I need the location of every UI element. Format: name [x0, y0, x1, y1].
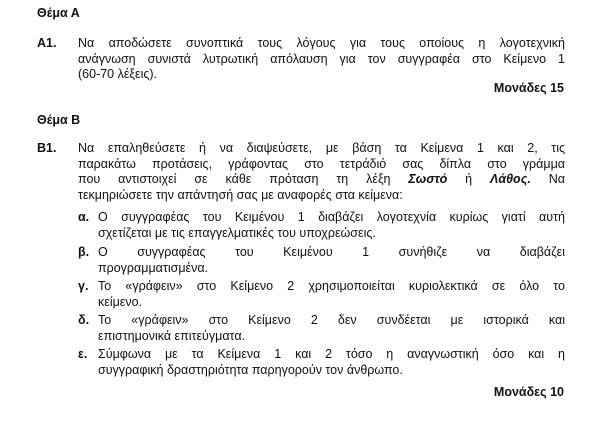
text-line: Να επαληθεύσετε ή να διαψεύσετε, με βάση τα Κείμενα 1 και 2, τις	[78, 141, 565, 155]
text-line: Να αποδώσετε συνοπτικά τους λόγους για τους οποίους η λογοτεχνική	[78, 36, 565, 50]
text-fragment: ή	[447, 172, 490, 186]
text-line: Σύμφωνα με τα Κείμενα 1 και 2 τόσο η αναγνωστική όσο και η	[98, 347, 565, 361]
question-a1-number: Α1.	[37, 36, 57, 50]
item-alpha-letter: α.	[78, 210, 90, 224]
question-b1-number: Β1.	[37, 141, 57, 155]
text-line: ανάγνωση συνιστά λυτρωτική απόλαυση για τον συγγραφέα στο Κείμενο 1	[78, 51, 565, 66]
question-a1-text	[78, 36, 565, 83]
item-beta-letter: β.	[78, 245, 90, 259]
item-epsilon-letter: ε.	[78, 347, 88, 361]
text-line: σχετίζεται με τις επαγγελματικές του υποχρεώσεις.	[98, 225, 376, 240]
marks-b1: Μονάδες 10	[493, 385, 564, 399]
text-line: Ο συγγραφέας του Κειμένου 1 συνήθιζε να διαβάζει	[98, 245, 565, 259]
item-delta-letter: δ.	[78, 313, 90, 327]
item-delta-text	[98, 313, 565, 344]
text-line: επιστημονικά επιτεύγματα.	[98, 328, 246, 343]
text-line: τεκμηριώσετε την απάντησή σας με αναφορές στα κείμενα:	[78, 187, 403, 202]
text-fragment: Να	[530, 172, 565, 186]
text-line: Το «γράφειν» στο Κείμενο 2 χρησιμοποιείται κυριολεκτικά σε όλο το	[98, 279, 565, 293]
text-line: συγγραφική δραστηριότητα παρηγορούν τον άνθρωπο.	[98, 362, 403, 377]
item-gamma-text	[98, 279, 565, 310]
theme-a-title: Θέμα Α	[37, 6, 80, 20]
text-line: (60-70 λέξεις).	[78, 67, 158, 81]
text-line	[78, 172, 565, 188]
text-fragment: που αντιστοιχεί σε κάθε πρόταση τη λέξη	[78, 172, 409, 186]
text-line: κείμενο.	[98, 294, 143, 309]
question-b1-text	[78, 141, 565, 203]
text-line: παρακάτω προτάσεις, γράφοντας στο τετράδιό σας δίπλα στο γράμμα	[78, 156, 565, 171]
text-line: Το «γράφειν» στο Κείμενο 2 δεν συνδέεται με ιστορικά και	[98, 313, 565, 327]
marks-a1: Μονάδες 15	[493, 81, 564, 95]
item-beta-text	[98, 245, 565, 276]
text-line: προγραμματισμένα.	[98, 260, 209, 275]
word-true: Σωστό	[408, 172, 448, 186]
item-alpha-text	[98, 210, 565, 241]
text-line: Ο συγγραφέας του Κειμένου 1 διαβάζει λογοτεχνία κυρίως γιατί αυτή	[98, 210, 565, 224]
theme-b-title: Θέμα Β	[37, 113, 81, 127]
item-epsilon-text	[98, 347, 565, 378]
item-gamma-letter: γ.	[78, 279, 89, 293]
word-false: Λάθος.	[490, 172, 531, 186]
